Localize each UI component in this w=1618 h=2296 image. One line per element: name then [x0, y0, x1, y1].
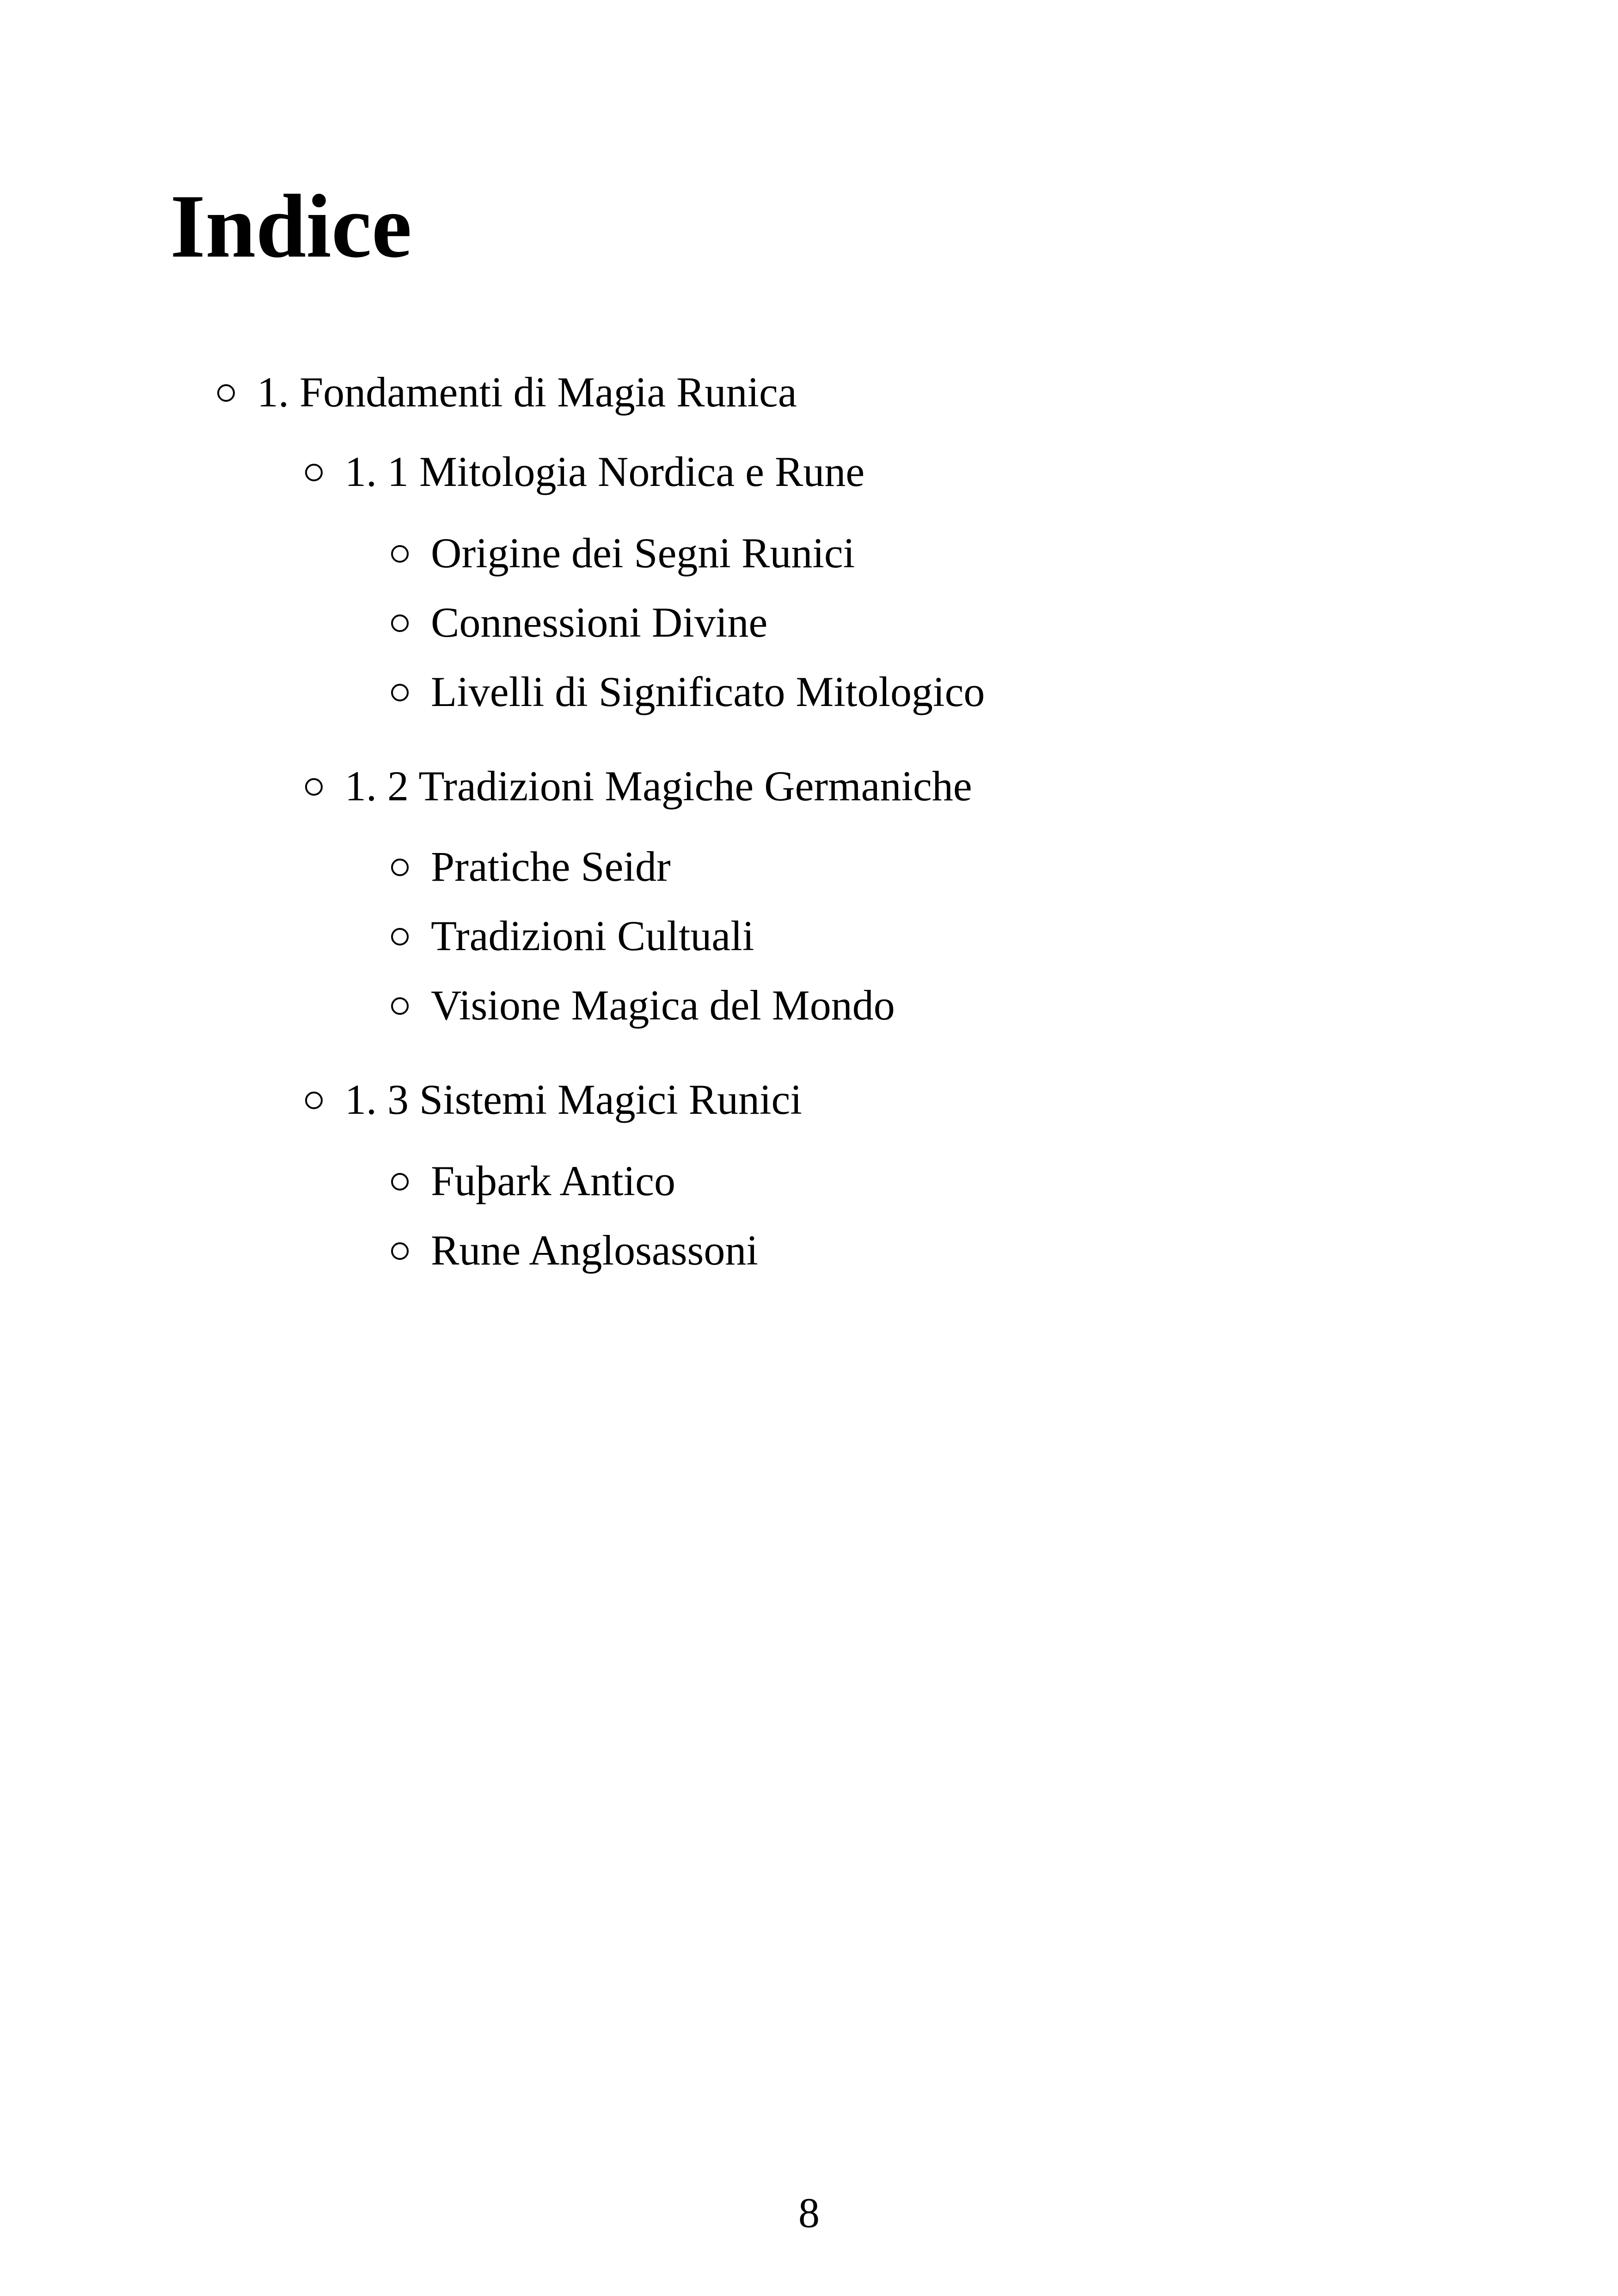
toc-subsection-item[interactable] [391, 912, 754, 959]
toc-subsection-label: Tradizioni Cultuali [431, 912, 754, 959]
hollow-circle-bullet-icon [391, 859, 409, 876]
hollow-circle-bullet-icon [391, 545, 409, 563]
toc-subsection-label: Fuþark Antico [431, 1157, 675, 1204]
hollow-circle-bullet-icon [305, 1092, 323, 1109]
toc-section-label: 1. 2 Tradizioni Magiche Germaniche [345, 762, 972, 810]
toc-subsection-label: Visione Magica del Mondo [431, 982, 895, 1029]
toc-chapter-1[interactable] [217, 368, 797, 416]
toc-subsection-item[interactable] [391, 982, 895, 1029]
toc-section-1-2[interactable] [305, 762, 972, 810]
toc-subsection-label: Rune Anglosassoni [431, 1227, 758, 1274]
toc-subsection-label: Connessioni Divine [431, 599, 768, 646]
toc-subsection-item[interactable] [391, 529, 855, 577]
toc-subsection-label: Origine dei Segni Runici [431, 529, 855, 577]
toc-section-label: 1. 3 Sistemi Magici Runici [345, 1076, 802, 1123]
toc-subsection-item[interactable] [391, 845, 671, 888]
page-number: 8 [798, 2189, 820, 2236]
hollow-circle-bullet-icon [217, 384, 235, 402]
toc-subsection-item[interactable] [391, 1157, 675, 1204]
page-title: Indice [170, 176, 412, 276]
toc-subsection-label: Pratiche Seidr [431, 843, 671, 890]
hollow-circle-bullet-icon [391, 1173, 409, 1191]
hollow-circle-bullet-icon [305, 778, 323, 796]
toc-subsection-item[interactable] [391, 670, 985, 713]
toc-section-1-3[interactable] [305, 1078, 802, 1121]
toc-subsection-item[interactable] [391, 1227, 758, 1274]
hollow-circle-bullet-icon [391, 928, 409, 945]
hollow-circle-bullet-icon [391, 684, 409, 701]
toc-subsection-item[interactable] [391, 601, 767, 644]
toc-subsection-label: Livelli di Significato Mitologico [431, 668, 985, 715]
hollow-circle-bullet-icon [391, 614, 409, 632]
hollow-circle-bullet-icon [305, 464, 323, 481]
hollow-circle-bullet-icon [391, 997, 409, 1015]
toc-section-1-1[interactable] [305, 450, 864, 493]
hollow-circle-bullet-icon [391, 1242, 409, 1260]
toc-chapter-label: 1. Fondamenti di Magia Runica [257, 368, 797, 416]
toc-section-label: 1. 1 Mitologia Nordica e Rune [345, 448, 865, 495]
